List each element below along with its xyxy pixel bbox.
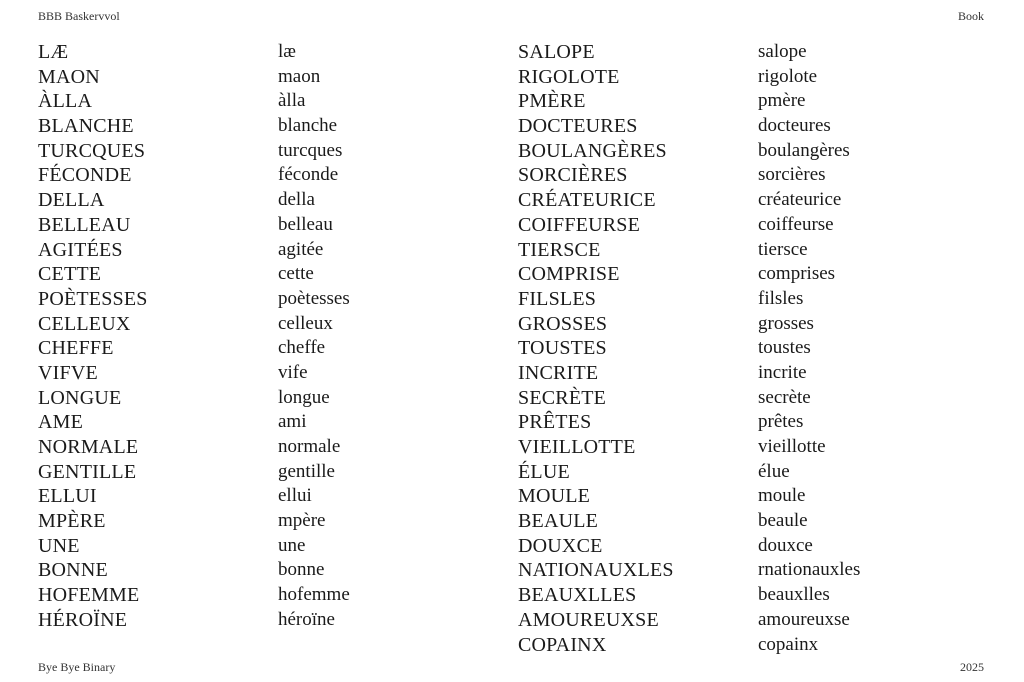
- word-item: ELLUI: [38, 485, 97, 508]
- word-item: CELLEUX: [38, 312, 131, 335]
- word-item: tiersce: [758, 238, 808, 260]
- word-item: BONNE: [38, 559, 108, 582]
- word-item: turcques: [278, 139, 343, 161]
- word-item: CHEFFE: [38, 337, 114, 360]
- lowercase-column-2: [758, 40, 860, 657]
- word-item: amoureuxse: [758, 608, 850, 630]
- word-item: AGITÉES: [38, 238, 123, 261]
- word-item: comprises: [758, 263, 836, 285]
- word-item: BEAULE: [518, 510, 599, 533]
- word-item: DELLA: [38, 189, 105, 212]
- word-item: DOCTEURES: [518, 115, 638, 138]
- word-item: bonne: [278, 559, 325, 581]
- word-item: incrite: [758, 361, 807, 383]
- word-item: GROSSES: [518, 312, 608, 335]
- word-item: normale: [278, 436, 341, 457]
- word-item: coiffeurse: [758, 213, 834, 235]
- header-style-name: Book: [957, 9, 984, 23]
- word-item: longue: [278, 386, 330, 408]
- word-item: PRÊTES: [518, 411, 592, 434]
- word-item: pmère: [758, 90, 806, 112]
- word-item: NORMALE: [38, 436, 139, 458]
- word-item: CRÉATEURICE: [518, 189, 656, 212]
- word-item: mpère: [278, 510, 326, 532]
- word-item: vieillotte: [758, 436, 826, 457]
- word-item: TIERSCE: [518, 238, 601, 261]
- word-item: GENTILLE: [38, 460, 137, 483]
- word-item: MPÈRE: [38, 510, 106, 533]
- word-item: toustes: [758, 337, 811, 359]
- word-item: VIFVE: [38, 361, 98, 384]
- word-item: SORCIÈRES: [518, 164, 628, 187]
- word-item: HOFEMME: [38, 584, 140, 607]
- word-item: belleau: [278, 213, 333, 235]
- word-item: cheffe: [278, 337, 326, 359]
- word-item: maon: [278, 65, 321, 87]
- word-item: INCRITE: [518, 361, 599, 384]
- uppercase-column-1: [38, 40, 148, 633]
- word-item: POÈTESSES: [38, 287, 148, 310]
- word-item: FILSLES: [518, 287, 597, 310]
- word-item: CETTE: [38, 263, 102, 286]
- uppercase-column-2: [518, 40, 674, 657]
- word-item: RIGOLOTE: [518, 65, 620, 88]
- lowercase-column-1: [278, 40, 350, 633]
- word-item: ÉLUE: [518, 460, 570, 483]
- word-item: créateurice: [758, 189, 842, 211]
- word-item: ellui: [278, 485, 312, 507]
- word-item: BEAUXLLES: [518, 584, 637, 607]
- word-item: TURCQUES: [38, 139, 146, 162]
- word-item: secrète: [758, 386, 811, 408]
- word-item: élue: [758, 460, 790, 482]
- word-item: cette: [278, 263, 314, 285]
- word-item: NATIONAUXLES: [518, 559, 674, 582]
- footer-year: 2025: [960, 660, 984, 674]
- word-item: COPAINX: [518, 633, 607, 656]
- word-item: moule: [758, 485, 806, 507]
- word-item: PMÈRE: [518, 90, 586, 113]
- word-item: beaule: [758, 510, 808, 532]
- word-item: sorcières: [758, 164, 826, 186]
- word-item: gentille: [278, 460, 335, 482]
- word-item: boulangères: [758, 139, 850, 161]
- word-item: héroïne: [278, 608, 335, 630]
- word-item: une: [278, 534, 306, 556]
- word-item: ÀLLA: [38, 90, 93, 113]
- word-item: AMOUREUXSE: [518, 608, 659, 631]
- word-item: docteures: [758, 115, 831, 137]
- word-item: MAON: [38, 65, 100, 88]
- word-item: poètesses: [278, 287, 350, 309]
- word-item: HÉROÏNE: [38, 608, 128, 631]
- word-item: COMPRISE: [518, 263, 620, 286]
- word-item: SALOPE: [518, 41, 595, 63]
- word-item: prêtes: [758, 411, 804, 433]
- word-item: MOULE: [518, 485, 591, 508]
- word-item: AME: [38, 411, 84, 434]
- word-item: SECRÈTE: [518, 386, 607, 409]
- word-item: salope: [758, 41, 807, 62]
- word-item: FÉCONDE: [38, 164, 132, 187]
- word-item: BELLEAU: [38, 213, 131, 236]
- word-item: DOUXCE: [518, 534, 603, 557]
- word-item: rnationauxles: [758, 559, 861, 581]
- word-item: hofemme: [278, 584, 350, 606]
- word-item: TOUSTES: [518, 337, 607, 360]
- word-item: douxce: [758, 534, 813, 556]
- word-item: COIFFEURSE: [518, 213, 641, 236]
- word-item: LONGUE: [38, 386, 122, 409]
- word-item: læ: [278, 41, 296, 62]
- word-item: ami: [278, 411, 307, 433]
- word-item: vife: [278, 361, 308, 383]
- word-item: LÆ: [38, 41, 69, 63]
- word-item: filsles: [758, 287, 804, 309]
- word-item: BLANCHE: [38, 115, 134, 138]
- footer-foundry: Bye Bye Binary: [38, 660, 116, 674]
- word-item: della: [278, 189, 315, 211]
- word-item: blanche: [278, 115, 338, 137]
- word-item: copainx: [758, 633, 819, 655]
- word-item: rigolote: [758, 65, 818, 87]
- word-item: UNE: [38, 534, 80, 557]
- header-title: BBB Baskervvol: [38, 9, 120, 23]
- word-item: beauxlles: [758, 584, 830, 606]
- word-item: BOULANGÈRES: [518, 139, 667, 162]
- word-item: féconde: [278, 164, 339, 186]
- word-item: celleux: [278, 312, 333, 334]
- word-item: VIEILLOTTE: [518, 436, 636, 458]
- word-item: grosses: [758, 312, 814, 334]
- word-item: àlla: [278, 90, 306, 112]
- word-item: agitée: [278, 238, 324, 260]
